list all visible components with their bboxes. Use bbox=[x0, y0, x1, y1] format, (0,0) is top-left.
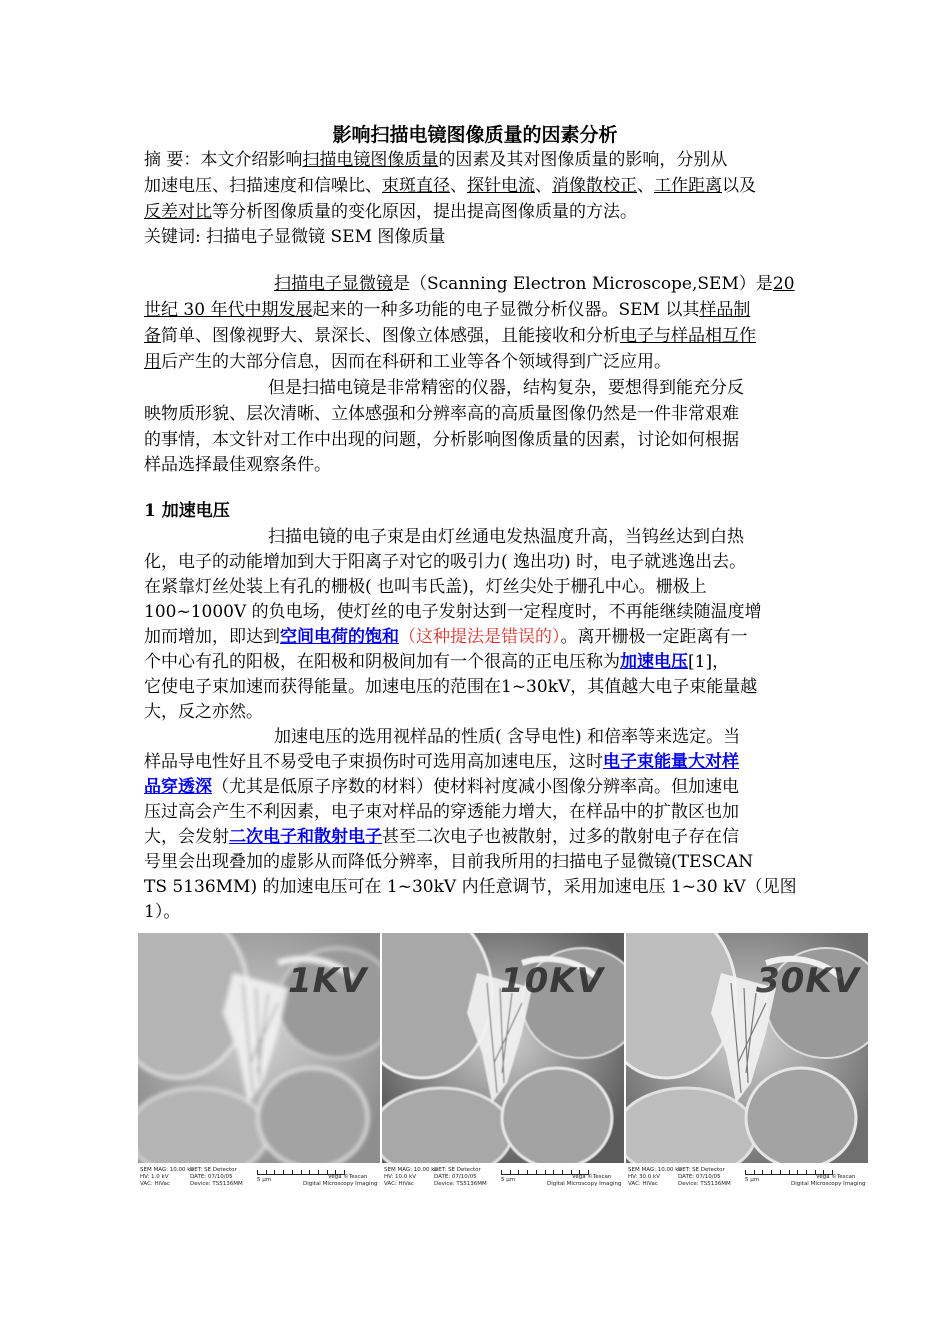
abstract-text: 、 bbox=[637, 176, 654, 196]
sem-hv: HV: 30.0 kV bbox=[628, 1174, 660, 1180]
body-text: 。离开栅极一定距离有一 bbox=[560, 627, 748, 647]
s1-p1-line-8: 大，反之亦然。 bbox=[144, 702, 263, 722]
link-sem[interactable]: 扫描电子显微镜 bbox=[274, 274, 393, 294]
link-interaction-end[interactable]: 用 bbox=[144, 352, 161, 372]
intro-p2-line-3: 的事情，本文针对工作中出现的问题，分析影响图像质量的因素，讨论如何根据 bbox=[144, 430, 739, 450]
s1-p2-line-2 bbox=[144, 750, 739, 774]
abstract-line-1 bbox=[144, 148, 727, 172]
abstract-link-contrast[interactable]: 反差对比 bbox=[144, 202, 212, 222]
sem-date: DATE: 07/10/05 bbox=[190, 1174, 233, 1180]
page-title: 影响扫描电镜图像质量的因素分析 bbox=[332, 124, 618, 146]
section-heading: 1 加速电压 bbox=[144, 501, 230, 521]
abstract-link-spot-size[interactable]: 束斑直径 bbox=[382, 176, 450, 196]
link-secondary-electrons[interactable]: 二次电子和散射电子 bbox=[229, 827, 382, 847]
sem-info-bar bbox=[382, 1165, 624, 1198]
intro-p2-line-1: 但是扫描电镜是非常精密的仪器，结构复杂，要想得到能充分反 bbox=[268, 378, 744, 398]
abstract-text: 加速电压、扫描速度和信噪比、 bbox=[144, 176, 382, 196]
intro-text: 是（Scanning Electron Microscope,SEM）是 bbox=[393, 274, 773, 294]
abstract-text: 摘 要：本文介绍影响 bbox=[144, 150, 303, 170]
abstract-text: 以及 bbox=[722, 176, 756, 196]
s1-p1-line-4: 100~1000V 的负电场，使灯丝的电子发射达到一定程度时，不再能继续随温度增 bbox=[144, 602, 762, 622]
link-interaction[interactable]: 电子与样品相互作 bbox=[620, 326, 756, 346]
sem-panel-1kv bbox=[138, 933, 380, 1198]
sem-scale-label: 5 µm bbox=[257, 1177, 272, 1183]
body-text: （尤其是低原子序数的材料）使材料衬度减小图像分辨率高。但加速电 bbox=[212, 777, 739, 797]
intro-line-2 bbox=[144, 298, 750, 322]
intro-text: 起来的一种多功能的电子显微分析仪器。SEM 以其 bbox=[312, 300, 700, 320]
link-space-charge[interactable]: 空间电荷的饱和 bbox=[280, 627, 399, 647]
sem-brand: Vega ©Tescan bbox=[572, 1174, 612, 1180]
intro-line-1 bbox=[144, 272, 795, 296]
sem-vac: VAC: HiVac bbox=[628, 1181, 658, 1187]
sem-det: DET: SE Detector bbox=[434, 1167, 481, 1173]
link-beam-energy[interactable]: 电子束能量大对样 bbox=[603, 752, 739, 772]
sem-scale-label: 5 µm bbox=[745, 1177, 760, 1183]
sem-panel-30kv bbox=[626, 933, 868, 1198]
sem-sem-mag: SEM MAG: 10.00 kx bbox=[140, 1167, 194, 1173]
s1-p1-line-1: 扫描电镜的电子束是由灯丝通电发热温度升高，当钨丝达到白热 bbox=[268, 527, 744, 547]
s1-p2-line-3 bbox=[144, 775, 739, 799]
abstract-text: 、 bbox=[535, 176, 552, 196]
scale-bar bbox=[257, 1169, 345, 1175]
s1-p2-line-8: 1）。 bbox=[144, 902, 181, 922]
sem-sem-mag: SEM MAG: 10.00 kx bbox=[628, 1167, 682, 1173]
sem-device: Device: TS5136MM bbox=[434, 1181, 487, 1187]
link-penetration[interactable]: 品穿透深 bbox=[144, 777, 212, 797]
s1-p2-line-5 bbox=[144, 825, 739, 849]
sem-brand: Vega ©Tescan bbox=[816, 1174, 856, 1180]
sem-vac: VAC: HiVac bbox=[384, 1181, 414, 1187]
intro-line-4 bbox=[144, 350, 671, 374]
sem-hv: HV: 1.0 kV bbox=[140, 1174, 169, 1180]
s1-p1-line-2: 化，电子的动能增加到大于阳离子对它的吸引力( 逸出功) 时，电子就逃逸出去。 bbox=[144, 552, 747, 572]
voltage-label: 30KV bbox=[756, 961, 860, 1001]
body-text: [1]， bbox=[688, 652, 730, 672]
s1-p2-line-7: TS 5136MM) 的加速电压可在 1~30kV 内任意调节，采用加速电压 1~30 kV（见图 bbox=[144, 877, 797, 897]
intro-line-3 bbox=[144, 324, 756, 348]
sem-brand2: Digital Microscopy Imaging bbox=[547, 1181, 622, 1187]
s1-p2-line-1: 加速电压的选用视样品的性质( 含导电性) 和倍率等来选定。当 bbox=[274, 727, 741, 747]
abstract-line-2 bbox=[144, 174, 756, 198]
sem-scale-label: 5 µm bbox=[501, 1177, 516, 1183]
sem-panel-10kv bbox=[382, 933, 624, 1198]
sem-device: Device: TS5136MM bbox=[678, 1181, 731, 1187]
body-text: 样品导电性好且不易受电子束损伤时可选用高加速电压，这时 bbox=[144, 752, 603, 772]
abstract-link-probe-current[interactable]: 探针电流 bbox=[467, 176, 535, 196]
abstract-text: 、 bbox=[450, 176, 467, 196]
sem-date: DATE: 07/10/05 bbox=[678, 1174, 721, 1180]
sem-info-bar bbox=[138, 1165, 380, 1198]
abstract-line-3 bbox=[144, 200, 637, 224]
link-20[interactable]: 20 bbox=[772, 274, 795, 294]
scale-bar bbox=[501, 1169, 589, 1175]
abstract-text: 等分析图像质量的变化原因，提出提高图像质量的方法。 bbox=[212, 202, 637, 222]
intro-p2-line-2: 映物质形貌、层次清晰、立体感强和分辨率高的高质量图像仍然是一件非常艰难 bbox=[144, 404, 739, 424]
sem-det: DET: SE Detector bbox=[678, 1167, 725, 1173]
abstract-link-working-distance[interactable]: 工作距离 bbox=[654, 176, 722, 196]
intro-text: 简单、图像视野大、景深长、图像立体感强，且能接收和分析 bbox=[161, 326, 620, 346]
sem-vac: VAC: HiVac bbox=[140, 1181, 170, 1187]
keywords: 关键词: 扫描电子显微镜 SEM 图像质量 bbox=[144, 227, 446, 247]
voltage-label: 1KV bbox=[288, 961, 368, 1001]
sem-det: DET: SE Detector bbox=[190, 1167, 237, 1173]
sem-date: DATE: 07/10/05 bbox=[434, 1174, 477, 1180]
sem-brand2: Digital Microscopy Imaging bbox=[791, 1181, 866, 1187]
sem-brand: Vega ©Tescan bbox=[328, 1174, 368, 1180]
body-text: 个中心有孔的阳极，在阳极和阴极间加有一个很高的正电压称为 bbox=[144, 652, 620, 672]
link-accelerating-voltage[interactable]: 加速电压 bbox=[620, 652, 688, 672]
s1-p1-line-7: 它使电子束加速而获得能量。加速电压的范围在1~30kV，其值越大电子束能量越 bbox=[144, 677, 758, 697]
s1-p1-line-6 bbox=[144, 650, 729, 674]
body-text: 甚至二次电子也被散射，过多的散射电子存在信 bbox=[382, 827, 739, 847]
sem-device: Device: TS5136MM bbox=[190, 1181, 243, 1187]
scale-bar bbox=[745, 1169, 833, 1175]
sem-figure bbox=[138, 933, 870, 1198]
link-century[interactable]: 世纪 30 年代中期发展 bbox=[144, 300, 313, 320]
sem-brand2: Digital Microscopy Imaging bbox=[303, 1181, 378, 1187]
sem-sem-mag: SEM MAG: 10.00 kx bbox=[384, 1167, 438, 1173]
s1-p1-line-3: 在紧靠灯丝处装上有孔的栅极( 也叫韦氏盖)，灯丝尖处于栅孔中心。栅极上 bbox=[144, 577, 707, 597]
s1-p2-line-4: 压过高会产生不利因素，电子束对样品的穿透能力增大，在样品中的扩散区也加 bbox=[144, 802, 739, 822]
sem-info-bar bbox=[626, 1165, 868, 1198]
link-sample-prep-end[interactable]: 备 bbox=[144, 326, 161, 346]
intro-p2-line-4: 样品选择最佳观察条件。 bbox=[144, 455, 331, 475]
red-note: （这种提法是错误的） bbox=[399, 627, 561, 647]
sem-hv: HV: 10.0 kV bbox=[384, 1174, 416, 1180]
s1-p2-line-6: 号里会出现叠加的虚影从而降低分辨率，目前我所用的扫描电子显微镜(TESCAN bbox=[144, 852, 754, 872]
voltage-label: 10KV bbox=[500, 961, 604, 1001]
abstract-link-image-quality[interactable]: 扫描电镜图像质量 bbox=[302, 150, 439, 170]
link-sample-prep[interactable]: 样品制 bbox=[699, 300, 751, 320]
abstract-text: 的因素及其对图像质量的影响，分别从 bbox=[438, 150, 728, 170]
body-text: 大，会发射 bbox=[144, 827, 229, 847]
abstract-link-astigmatism[interactable]: 消像散校正 bbox=[552, 176, 637, 196]
intro-text: 后产生的大部分信息，因而在科研和工业等各个领域得到广泛应用。 bbox=[161, 352, 671, 372]
s1-p1-line-5 bbox=[144, 625, 748, 649]
body-text: 加而增加，即达到 bbox=[144, 627, 280, 647]
